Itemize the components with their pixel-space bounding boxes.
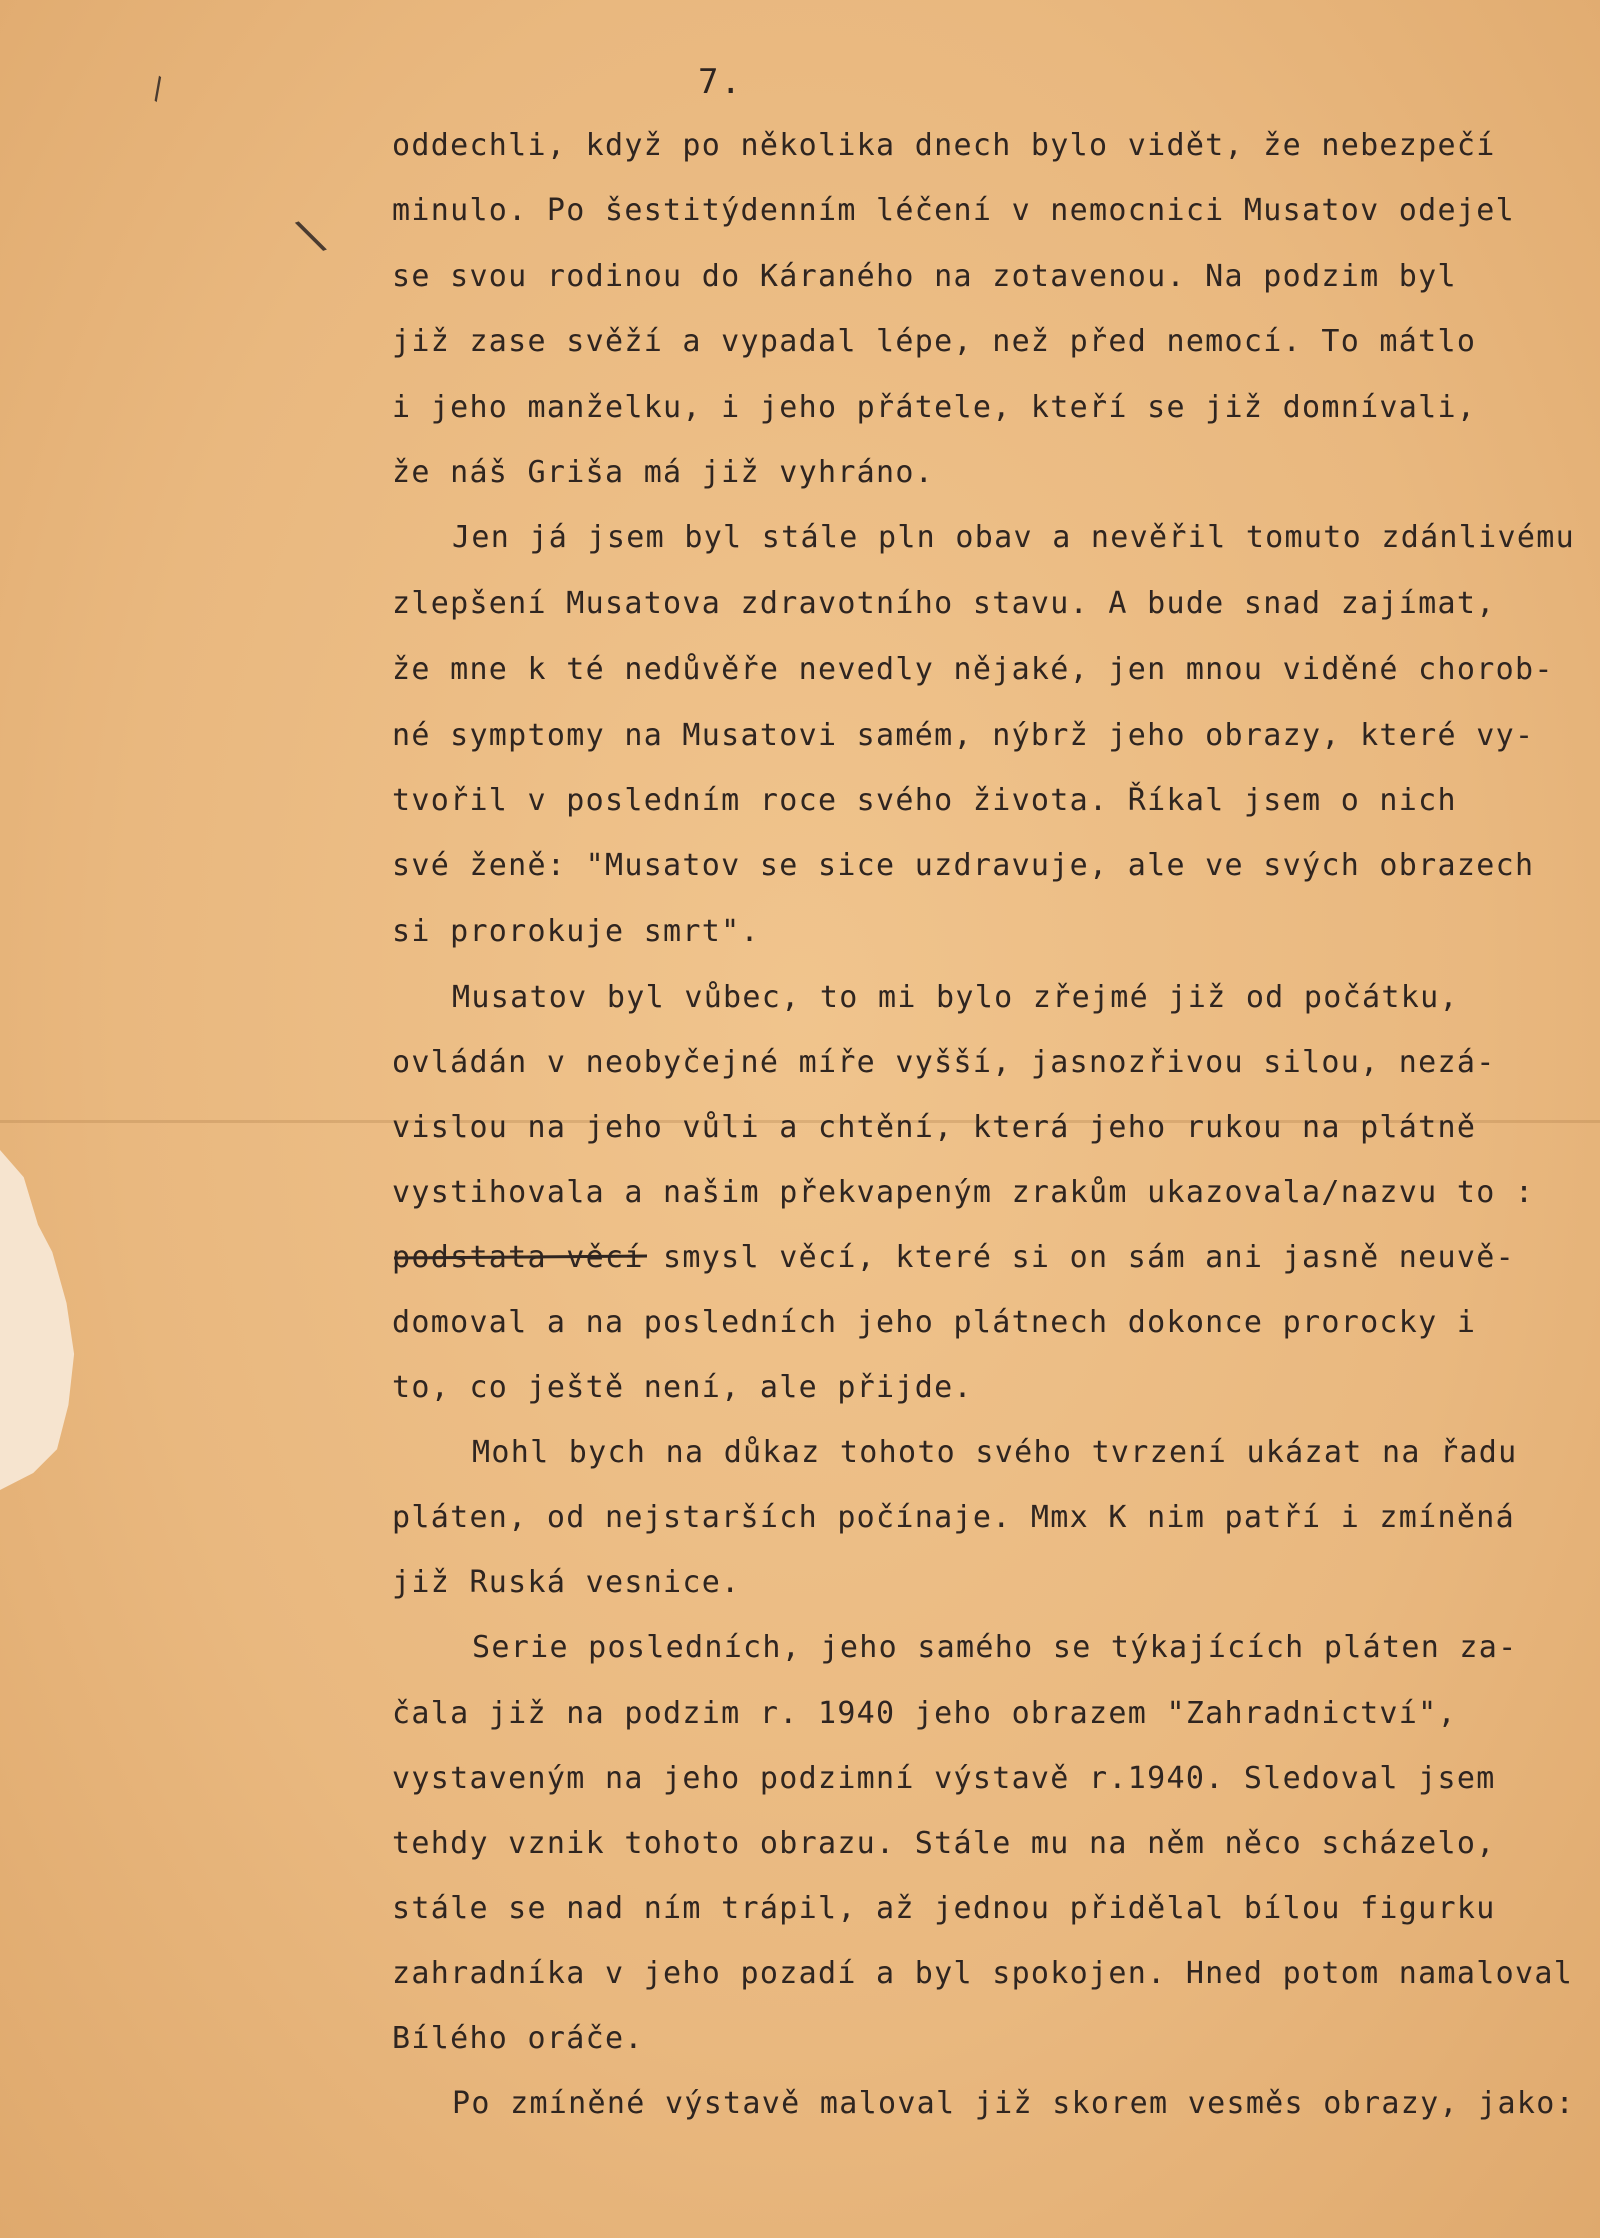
text-line: minulo. Po šestitýdenním léčení v nemocnici Musatov odejel [392, 193, 1515, 228]
text-line: i jeho manželku, i jeho přátele, kteří se již domnívali, [392, 390, 1477, 425]
text-line: podstata věcí smysl věcí, které si on sám ani jasně neuvě- [392, 1240, 1515, 1275]
text-line: stále se nad ním trápil, až jednou přidělal bílou figurku [392, 1891, 1496, 1926]
text-line: čala již na podzim r. 1940 jeho obrazem "Zahradnictví", [392, 1696, 1457, 1731]
text-line: Musatov byl vůbec, to mi bylo zřejmé již od počátku, [452, 980, 1459, 1015]
text-line: domoval a na posledních jeho plátnech dokonce prorocky i [392, 1305, 1477, 1340]
text-line: zahradníka v jeho pozadí a byl spokojen. Hned potom namaloval [392, 1956, 1574, 1991]
text-line: zlepšení Musatova zdravotního stavu. A bude snad zajímat, [392, 586, 1496, 621]
text-line: se svou rodinou do Káraného na zotavenou. Na podzim byl [392, 259, 1457, 294]
text-line: to, co ještě není, ale přijde. [392, 1370, 973, 1405]
page-number: 7. [698, 62, 743, 102]
text-line: Jen já jsem byl stále pln obav a nevěřil tomuto zdánlivému [452, 520, 1575, 555]
text-line: pláten, od nejstarších počínaje. Mmx K nim patří i zmíněná [392, 1500, 1515, 1535]
text-line: vystaveným na jeho podzimní výstavě r.1940. Sledoval jsem [392, 1761, 1496, 1796]
text-line: si prorokuje smrt". [392, 914, 760, 949]
torn-edge [0, 1150, 95, 1490]
text-line: již zase svěží a vypadal lépe, než před nemocí. To mátlo [392, 324, 1477, 359]
text-line: Bílého oráče. [392, 2021, 644, 2056]
text-line: Mohl bych na důkaz tohoto svého tvrzení ukázat na řadu [472, 1435, 1518, 1470]
text-line: že náš Griša má již vyhráno. [392, 455, 935, 490]
pencil-tick-mark: \ [142, 70, 175, 107]
margin-bracket-mark: \ [290, 207, 333, 264]
text-line: oddechli, když po několika dnech bylo vidět, že nebezpečí [392, 128, 1496, 163]
text-line: tehdy vznik tohoto obrazu. Stále mu na něm něco scházelo, [392, 1826, 1496, 1861]
text-line: již Ruská vesnice. [392, 1565, 741, 1600]
text-line: své ženě: "Musatov se sice uzdravuje, ale ve svých obrazech [392, 848, 1535, 883]
text-line: vislou na jeho vůli a chtění, která jeho rukou na plátně [392, 1110, 1477, 1145]
text-line: ovládán v neobyčejné míře vyšší, jasnozřivou silou, nezá- [392, 1045, 1496, 1080]
text-line: Po zmíněné výstavě maloval již skorem vesměs obrazy, jako: [452, 2086, 1575, 2121]
text-line: že mne k té nedůvěře nevedly nějaké, jen mnou viděné chorob- [392, 652, 1554, 687]
text-line: né symptomy na Musatovi samém, nýbrž jeho obrazy, které vy- [392, 718, 1535, 753]
text-line: tvořil v posledním roce svého života. Říkal jsem o nich [392, 783, 1457, 818]
text-line: Serie posledních, jeho samého se týkajících pláten za- [472, 1630, 1518, 1665]
text-line: vystihovala a našim překvapeným zrakům ukazovala/nazvu to : [392, 1175, 1535, 1210]
strikethrough-mark [392, 1236, 652, 1276]
